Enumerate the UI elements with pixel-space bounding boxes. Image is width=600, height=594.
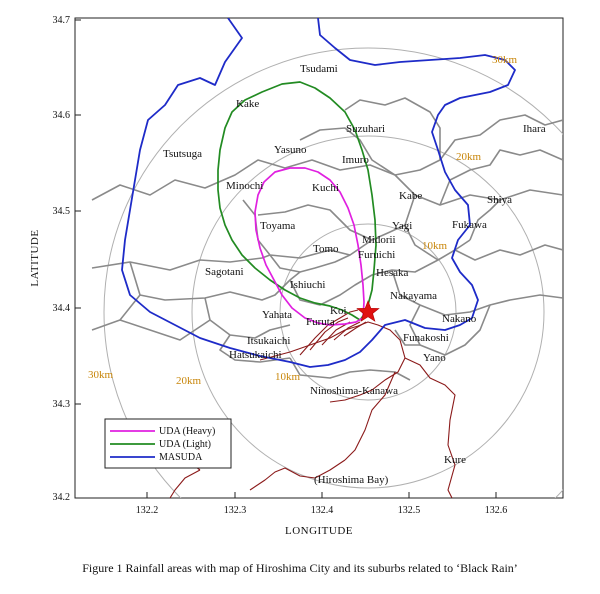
place-label: Kabe bbox=[399, 190, 423, 202]
x-tick-label: 132.3 bbox=[223, 505, 247, 516]
place-label: Ihara bbox=[523, 123, 546, 135]
figure-caption: Figure 1 Rainfall areas with map of Hiroshima City and its suburbs related to ‘Black Rain’ bbox=[82, 561, 518, 575]
place-label: Suzuhari bbox=[346, 123, 386, 135]
place-label: Koi bbox=[330, 305, 347, 317]
place-label: Nakayama bbox=[390, 290, 438, 302]
place-label: Fukawa bbox=[452, 219, 487, 231]
ring-label-30km: 30km bbox=[88, 369, 114, 381]
place-label: Kake bbox=[236, 98, 260, 110]
legend-label: MASUDA bbox=[159, 452, 203, 463]
ring-label-20km: 20km bbox=[176, 375, 202, 387]
place-label: Itsukaichi bbox=[247, 335, 291, 347]
y-tick-label: 34.3 bbox=[52, 399, 70, 410]
place-label: Midorii bbox=[362, 234, 396, 246]
place-label: Sagotani bbox=[205, 266, 244, 278]
place-label: Imuro bbox=[342, 154, 369, 166]
y-tick-label: 34.6 bbox=[52, 110, 70, 121]
place-label: Yano bbox=[423, 352, 446, 364]
place-label: Tsutsuga bbox=[163, 148, 202, 160]
place-label: Furuichi bbox=[358, 249, 396, 261]
place-label: Kuchi bbox=[312, 182, 339, 194]
ring-label-20km: 20km bbox=[456, 151, 482, 163]
place-label: (Hiroshima Bay) bbox=[314, 474, 389, 486]
place-label: Yasuno bbox=[274, 144, 307, 156]
y-tick-label: 34.4 bbox=[52, 303, 70, 314]
place-label: Ninoshima-Kanawa bbox=[310, 385, 398, 397]
place-label: Toyama bbox=[260, 220, 296, 232]
y-axis-title: LATITUDE bbox=[29, 229, 41, 287]
place-label: Nakano bbox=[442, 313, 477, 325]
ring-label-10km: 10km bbox=[422, 240, 448, 252]
x-tick-label: 132.2 bbox=[135, 505, 159, 516]
place-label: Funakoshi bbox=[403, 332, 449, 344]
legend bbox=[105, 419, 231, 468]
x-axis bbox=[136, 492, 508, 537]
place-label: Ishiuchi bbox=[290, 279, 326, 291]
x-axis-title: LONGITUDE bbox=[284, 525, 354, 537]
place-label: Shiya bbox=[487, 194, 513, 206]
y-tick-label: 34.5 bbox=[52, 206, 70, 217]
legend-label: UDA (Light) bbox=[159, 439, 211, 450]
x-tick-label: 132.6 bbox=[484, 505, 508, 516]
place-label: Hatsukaichi bbox=[229, 349, 282, 361]
place-label: Yagi bbox=[392, 220, 413, 232]
x-tick-label: 132.4 bbox=[310, 505, 334, 516]
place-label: Tsudami bbox=[300, 63, 338, 75]
legend-label: UDA (Heavy) bbox=[159, 426, 216, 437]
ring-label-10km: 10km bbox=[275, 371, 301, 383]
place-label: Kure bbox=[444, 454, 466, 466]
ring-label-30km: 30km bbox=[492, 54, 518, 66]
x-tick-label: 132.5 bbox=[397, 505, 421, 516]
place-label: Hesaka bbox=[376, 267, 409, 279]
place-label: Tomo bbox=[313, 243, 339, 255]
y-tick-label: 34.2 bbox=[52, 492, 70, 503]
place-label: Minochi bbox=[226, 180, 264, 192]
y-tick-label: 34.7 bbox=[52, 15, 70, 26]
y-axis bbox=[29, 15, 81, 503]
place-label: Furuta bbox=[306, 316, 335, 328]
place-label: Yahata bbox=[262, 309, 293, 321]
